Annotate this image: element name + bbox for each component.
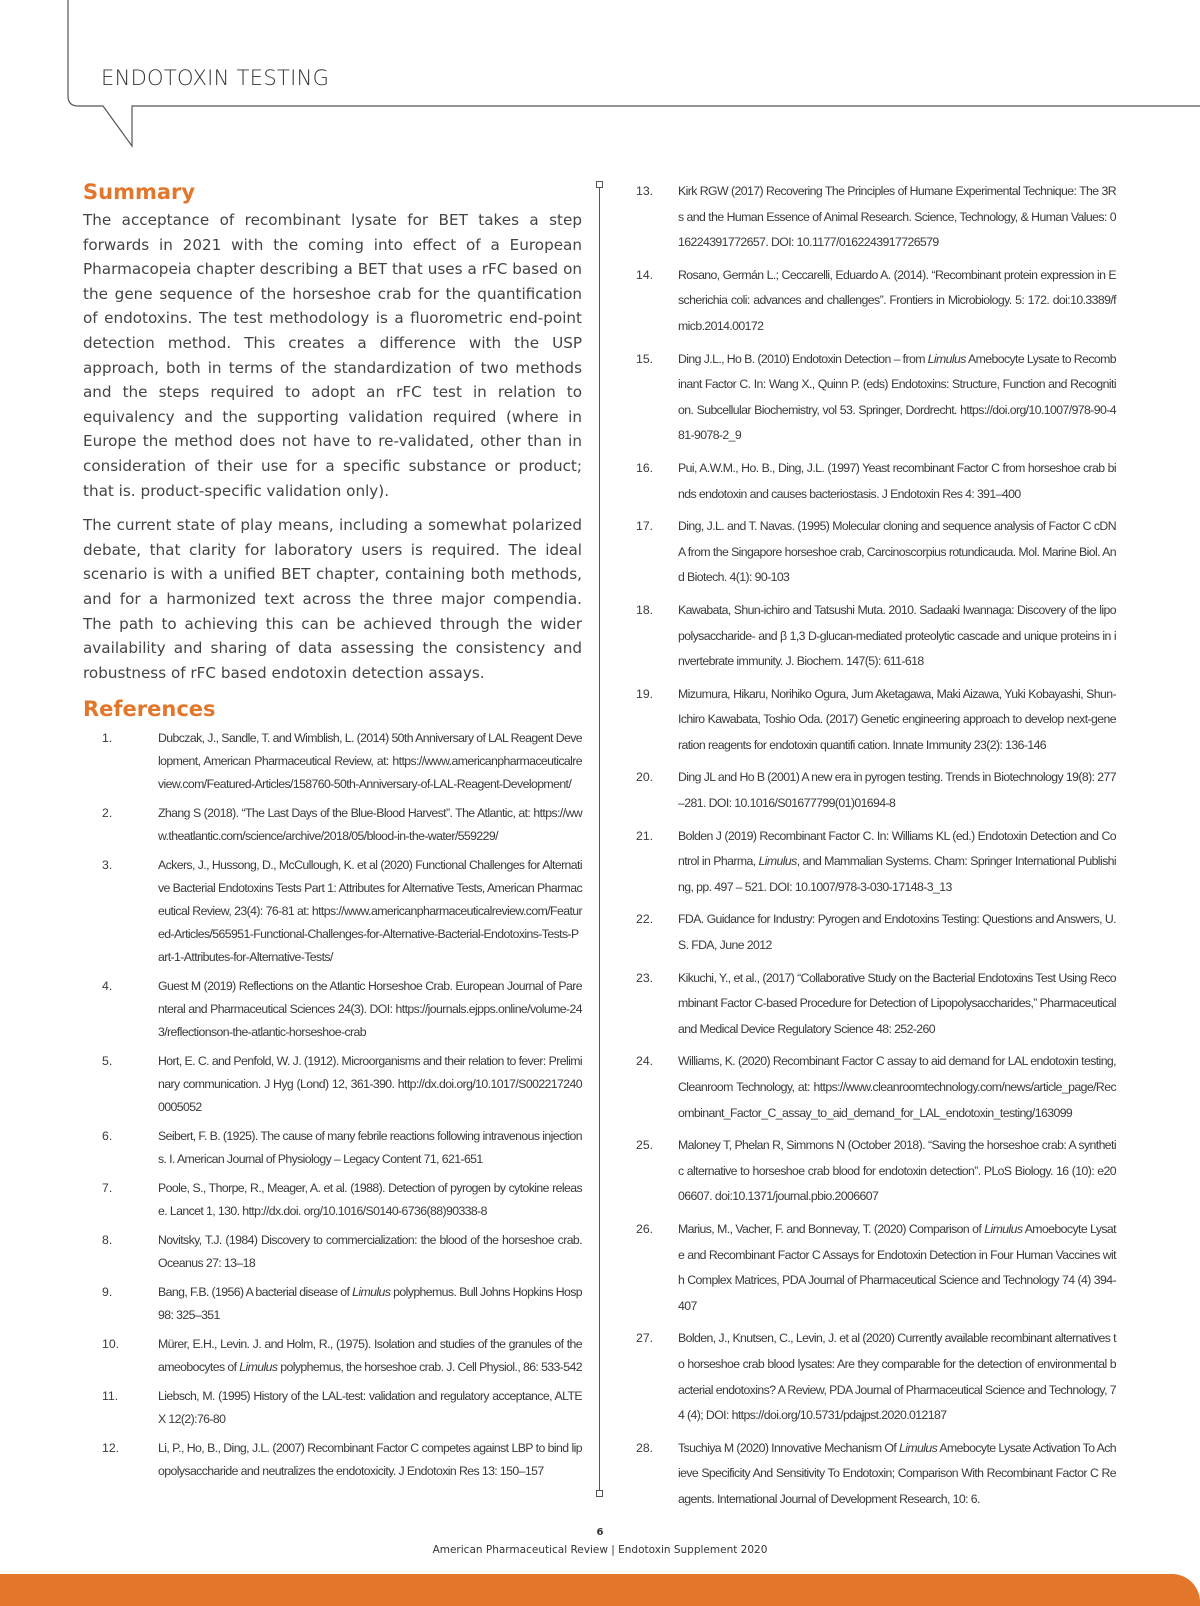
reference-number: 25.	[636, 1138, 654, 1153]
reference-text: Kikuchi, Y., et al., (2017) “Collaborative Study on the Bacterial Endotoxins Test Using Recombinant Factor C-based Procedure for Detection of Lipopolysaccharides,” Pharmaceutical and Medical Device Regulatory Science 48: 252-260	[678, 970, 1116, 1036]
reference-text: Kawabata, Shun-ichiro and Tatsushi Muta. 2010. Sadaaki Iwannaga: Discovery of the lipopolysaccharide- and β 1,3 D-glucan-mediated proteolytic cascade and unique proteins in invertebrate immunity. J. Biochem. 147(5): 611-618	[678, 602, 1116, 669]
reference-italic-term: Limulus	[984, 1221, 1023, 1236]
reference-text: Zhang S (2018). “The Last Days of the Blue-Blood Harvest”. The Atlantic, at: https://www.theatlantic.com/science/archive/2018/05/blood-in-the-water/559229/	[158, 806, 582, 844]
reference-item	[83, 1125, 582, 1171]
reference-item	[636, 1326, 1116, 1428]
reference-text-part: Amebocyte Lysate Activation To Achieve Specificity And Sensitivity To Endotoxin; Comparison With Recombinant Factor C Reagents. International Journal of Development Research, 10: 6.	[678, 1440, 1116, 1506]
reference-item	[83, 1177, 582, 1223]
summary-paragraph: The acceptance of recombinant lysate for BET takes a step forwards in 2021 with the coming into effect of a European Pharmacopeia chapter describing a BET that uses a rFC based on the gene sequence of the horseshoe crab for the quantification of endotoxins. The test methodology is a fluorometric end-point detection method. This creates a difference with the USP approach, both in terms of the standardization of two methods and the steps required to adopt an rFC test in relation to equivalency and the supporting validation required (where in Europe the method does not have to re-validated, other than in consideration of their use for a specific substance or product; that is. product-specific validation only).	[83, 211, 582, 500]
reference-text: FDA. Guidance for Industry: Pyrogen and Endotoxins Testing: Questions and Answers, U.S. FDA, June 2012	[678, 912, 1116, 953]
reference-text-part: polyphemus, the horseshoe crab. J. Cell Physiol., 86: 533-542	[277, 1360, 582, 1375]
reference-number: 12.	[102, 1441, 120, 1456]
reference-text: Kirk RGW (2017) Recovering The Principles of Humane Experimental Technique: The 3Rs and the Human Essence of Animal Research. Science, Technology, & Human Values: 016224391772657. DOI: 10.1177/0162243917726579	[678, 184, 1116, 250]
reference-text: Li, P., Ho, B., Ding, J.L. (2007) Recombinant Factor C competes against LBP to bind lipopolysaccharide and neutralizes the endotoxicity. J Endotoxin Res 13: 150–157	[158, 1441, 582, 1479]
right-column	[636, 179, 1116, 1520]
reference-item	[636, 1436, 1116, 1513]
reference-text: Pui, A.W.M., Ho. B., Ding, J.L. (1997) Yeast recombinant Factor C from horseshoe crab binds endotoxin and causes bacteriostasis. J Endotoxin Res 4: 391–400	[678, 460, 1116, 501]
reference-number: 7.	[102, 1181, 113, 1196]
reference-number: 20.	[636, 770, 654, 785]
references-heading: References	[83, 697, 216, 722]
reference-item	[636, 1049, 1116, 1126]
reference-number: 5.	[102, 1054, 113, 1069]
reference-text	[678, 347, 1116, 449]
reference-number: 27.	[636, 1331, 654, 1346]
summary-heading: Summary	[83, 180, 196, 204]
reference-number: 22.	[636, 912, 654, 927]
reference-text-part: Tsuchiya M (2020) Innovative Mechanism Of	[678, 1440, 900, 1455]
reference-number: 21.	[636, 828, 654, 843]
left-column	[83, 180, 582, 1489]
summary-paragraph: The current state of play means, including a somewhat polarized debate, that clarity for laboratory users is required. The ideal scenario is with a unified BET chapter, containing both methods, and for a harmonized text across the three major compendia. The path to achieving this can be achieved through the wider availability and sharing of data assessing the consistency and robustness of rFC based endotoxin detection assays.	[83, 516, 582, 682]
reference-text: Williams, K. (2020) Recombinant Factor C assay to aid demand for LAL endotoxin testing, Cleanroom Technology, at: https://www.cleanroomtechnology.com/news/article_page/Recombinant_Factor_C_assay_to_aid_demand_for_LAL_endotoxin_testing/163099	[678, 1054, 1116, 1120]
reference-item	[636, 347, 1116, 449]
reference-text-part: Amoebocyte Lysate and Recombinant Factor C Assays for Endotoxin Detection in Four Human Vaccines with Complex Matrices, PDA Journal of Pharmaceutical Science and Technology 74 (4) 394-407	[678, 1221, 1116, 1313]
reference-text: Dubczak, J., Sandle, T. and Wimblish, L. (2014) 50th Anniversary of LAL Reagent Development, American Pharmaceutical Review, at: https://www.americanpharmaceuticalreview.com/Featured-Articles/158760-50th-Anniversary-of-LAL-Reagent-Development/	[158, 731, 582, 792]
reference-item	[636, 966, 1116, 1043]
reference-number: 19.	[636, 686, 654, 701]
reference-number: 23.	[636, 970, 654, 985]
reference-item	[83, 1281, 582, 1327]
reference-number: 14.	[636, 267, 654, 282]
reference-number: 2.	[102, 806, 113, 821]
reference-italic-term: Limulus	[899, 1440, 938, 1455]
reference-text: Ackers, J., Hussong, D., McCullough, K. et al (2020) Functional Challenges for Alternative Bacterial Endotoxins Tests Part 1: Attributes for Alternative Tests, American Pharmaceutical Review, 23(4): 76-81 at: https://www.americanpharmaceuticalreview.com/Featured-Articles/565951-Functional-Challenges-for-Alternative-Bacterial-Endotoxins-Tests-Part-1-Attributes-for-Alternative-Tests/	[158, 858, 582, 965]
reference-text: Guest M (2019) Reflections on the Atlantic Horseshoe Crab. European Journal of Parenteral and Pharmaceutical Sciences 24(3). DOI: https://journals.ejpps.online/volume-243/reflectionson-the-atlantic-horseshoe-crab	[158, 979, 582, 1040]
reference-number: 8.	[102, 1233, 113, 1248]
reference-number: 28.	[636, 1440, 654, 1455]
reference-item	[636, 456, 1116, 507]
reference-text-part: Bolden J (2019) Recombinant Factor C. In: Williams KL (ed.) Endotoxin Detection and Control in Pharma,	[678, 828, 1116, 869]
reference-item	[636, 824, 1116, 901]
reference-item	[636, 907, 1116, 958]
reference-list-left	[83, 727, 582, 1483]
reference-text	[678, 1436, 1116, 1513]
reference-text-part: Mürer, E.H., Levin. J. and Holm, R., (1975). Isolation and studies of the granules of the ameobocytes of	[158, 1337, 582, 1375]
reference-number: 16.	[636, 460, 654, 475]
reference-text-part: , and Mammalian Systems. Cham: Springer International Publishing, pp. 497 – 521. DOI: 10.1007/978-3-030-17148-3_13	[678, 854, 1116, 894]
reference-number: 26.	[636, 1221, 654, 1236]
page-number: 6	[596, 1527, 604, 1538]
reference-text: Ding, J.L. and T. Navas. (1995) Molecular cloning and sequence analysis of Factor C cDNA from the Singapore horseshoe crab, Carcinoscorpius rotundicauda. Mol. Marine Biol. And Biotech. 4(1): 90-103	[678, 519, 1116, 585]
reference-item	[636, 263, 1116, 340]
reference-text-part: polyphemus. Bull Johns Hopkins Hosp 98: 325–351	[158, 1285, 583, 1323]
reference-text: Seibert, F. B. (1925). The cause of many febrile reactions following intravenous injections. I. American Journal of Physiology – Legacy Content 71, 621-651	[158, 1129, 582, 1167]
reference-item	[636, 1217, 1116, 1319]
reference-item	[636, 765, 1116, 816]
reference-text: Bolden, J., Knutsen, C., Levin, J. et al (2020) Currently available recombinant alternatives to horseshoe crab blood lysates: Are they comparable for the detection of environmental bacterial endotoxins? A Review, PDA Journal of Pharmaceutical Science and Technology, 74 (4); DOI: https://doi.org/10.5731/pdajpst.2020.012187	[678, 1331, 1116, 1423]
reference-text: Rosano, Germán L.; Ceccarelli, Eduardo A. (2014). “Recombinant protein expression in Escherichia coli: advances and challenges”. Frontiers in Microbiology. 5: 172. doi:10.3389/fmicb.2014.00172	[678, 267, 1116, 333]
reference-item	[636, 514, 1116, 591]
reference-text: Maloney T, Phelan R, Simmons N (October 2018). “Saving the horseshoe crab: A synthetic alternative to horseshoe crab blood for endotoxin detection”. PLoS Biology. 16 (10): e2006607. doi:10.1371/journal.pbio.2006607	[678, 1138, 1116, 1204]
reference-text	[678, 1217, 1116, 1319]
reference-text-part: Bang, F.B. (1956) A bacterial disease of	[158, 1285, 353, 1300]
reference-number: 15.	[636, 351, 654, 366]
reference-text-part: Ding J.L., Ho B. (2010) Endotoxin Detection – from	[678, 351, 928, 366]
reference-number: 10.	[102, 1337, 120, 1352]
reference-item	[83, 975, 582, 1044]
reference-item	[83, 1437, 582, 1483]
divider-cap-bottom	[596, 1490, 603, 1497]
reference-item	[83, 1333, 582, 1379]
reference-text: Ding JL and Ho B (2001) A new era in pyrogen testing. Trends in Biotechnology 19(8): 277–281. DOI: 10.1016/S01677799(01)01694-8	[678, 770, 1116, 811]
reference-italic-term: Limulus	[352, 1285, 391, 1300]
reference-list-right	[636, 179, 1116, 1513]
section-header-title: ENDOTOXIN TESTING	[101, 66, 330, 90]
reference-item	[83, 1050, 582, 1119]
reference-number: 3.	[102, 858, 113, 873]
reference-number: 11.	[102, 1389, 119, 1404]
reference-text: Liebsch, M. (1995) History of the LAL-test: validation and regulatory acceptance, ALTEX 12(2):76-80	[158, 1389, 582, 1427]
reference-item	[83, 1229, 582, 1275]
reference-italic-term: Limulus	[927, 351, 966, 366]
divider-cap-top	[596, 181, 603, 188]
column-divider	[599, 184, 600, 1494]
reference-item	[636, 179, 1116, 256]
reference-text-part: Marius, M., Vacher, F. and Bonnevay, T. (2020) Comparison of	[678, 1221, 985, 1236]
reference-text: Hort, E. C. and Penfold, W. J. (1912). Microorganisms and their relation to fever: Preliminary communication. J Hyg (Lond) 12, 361-390. http://dx.doi.org/10.1017/S0022172400005052	[158, 1054, 582, 1115]
reference-italic-term: Limulus	[239, 1360, 278, 1375]
reference-text: Poole, S., Thorpe, R., Meager, A. et al. (1988). Detection of pyrogen by cytokine release. Lancet 1, 130. http://dx.doi. org/10.1016/S0140-6736(88)90338-8	[158, 1181, 582, 1219]
reference-text	[678, 824, 1116, 901]
reference-item	[83, 727, 582, 796]
footer-publication: American Pharmaceutical Review | Endotoxin Supplement 2020	[432, 1544, 768, 1556]
reference-text: Mizumura, Hikaru, Norihiko Ogura, Jum Aketagawa, Maki Aizawa, Yuki Kobayashi, Shun-Ichiro Kawabata, Toshio Oda. (2017) Genetic engineering approach to develop next-generation reagents for endotoxin quantifi cation. Innate Immunity 23(2): 136-146	[678, 686, 1116, 752]
reference-text: Novitsky, T.J. (1984) Discovery to commercialization: the blood of the horseshoe crab. Oceanus 27: 13–18	[158, 1233, 582, 1271]
reference-number: 24.	[636, 1054, 654, 1069]
reference-item	[83, 1385, 582, 1431]
reference-number: 17.	[636, 519, 654, 534]
reference-text-part: Amebocyte Lysate to Recombinant Factor C. In: Wang X., Quinn P. (eds) Endotoxins: Structure, Function and Recognition. Subcellular Biochemistry, vol 53. Springer, Dordrecht. https://doi.org/10.1007/978-90-481-9078-2_9	[678, 351, 1116, 443]
reference-italic-term: Limulus	[758, 854, 797, 869]
reference-item	[636, 598, 1116, 675]
reference-text	[158, 1333, 582, 1379]
footer-bar	[0, 1574, 1200, 1606]
reference-number: 4.	[102, 979, 113, 994]
reference-item	[83, 802, 582, 848]
reference-number: 9.	[102, 1285, 113, 1300]
reference-item	[636, 1133, 1116, 1210]
reference-number: 1.	[102, 731, 113, 746]
reference-text	[158, 1281, 582, 1327]
reference-item	[636, 682, 1116, 759]
reference-number: 6.	[102, 1129, 113, 1144]
reference-number: 18.	[636, 602, 654, 617]
reference-item	[83, 854, 582, 969]
reference-number: 13.	[636, 184, 654, 198]
